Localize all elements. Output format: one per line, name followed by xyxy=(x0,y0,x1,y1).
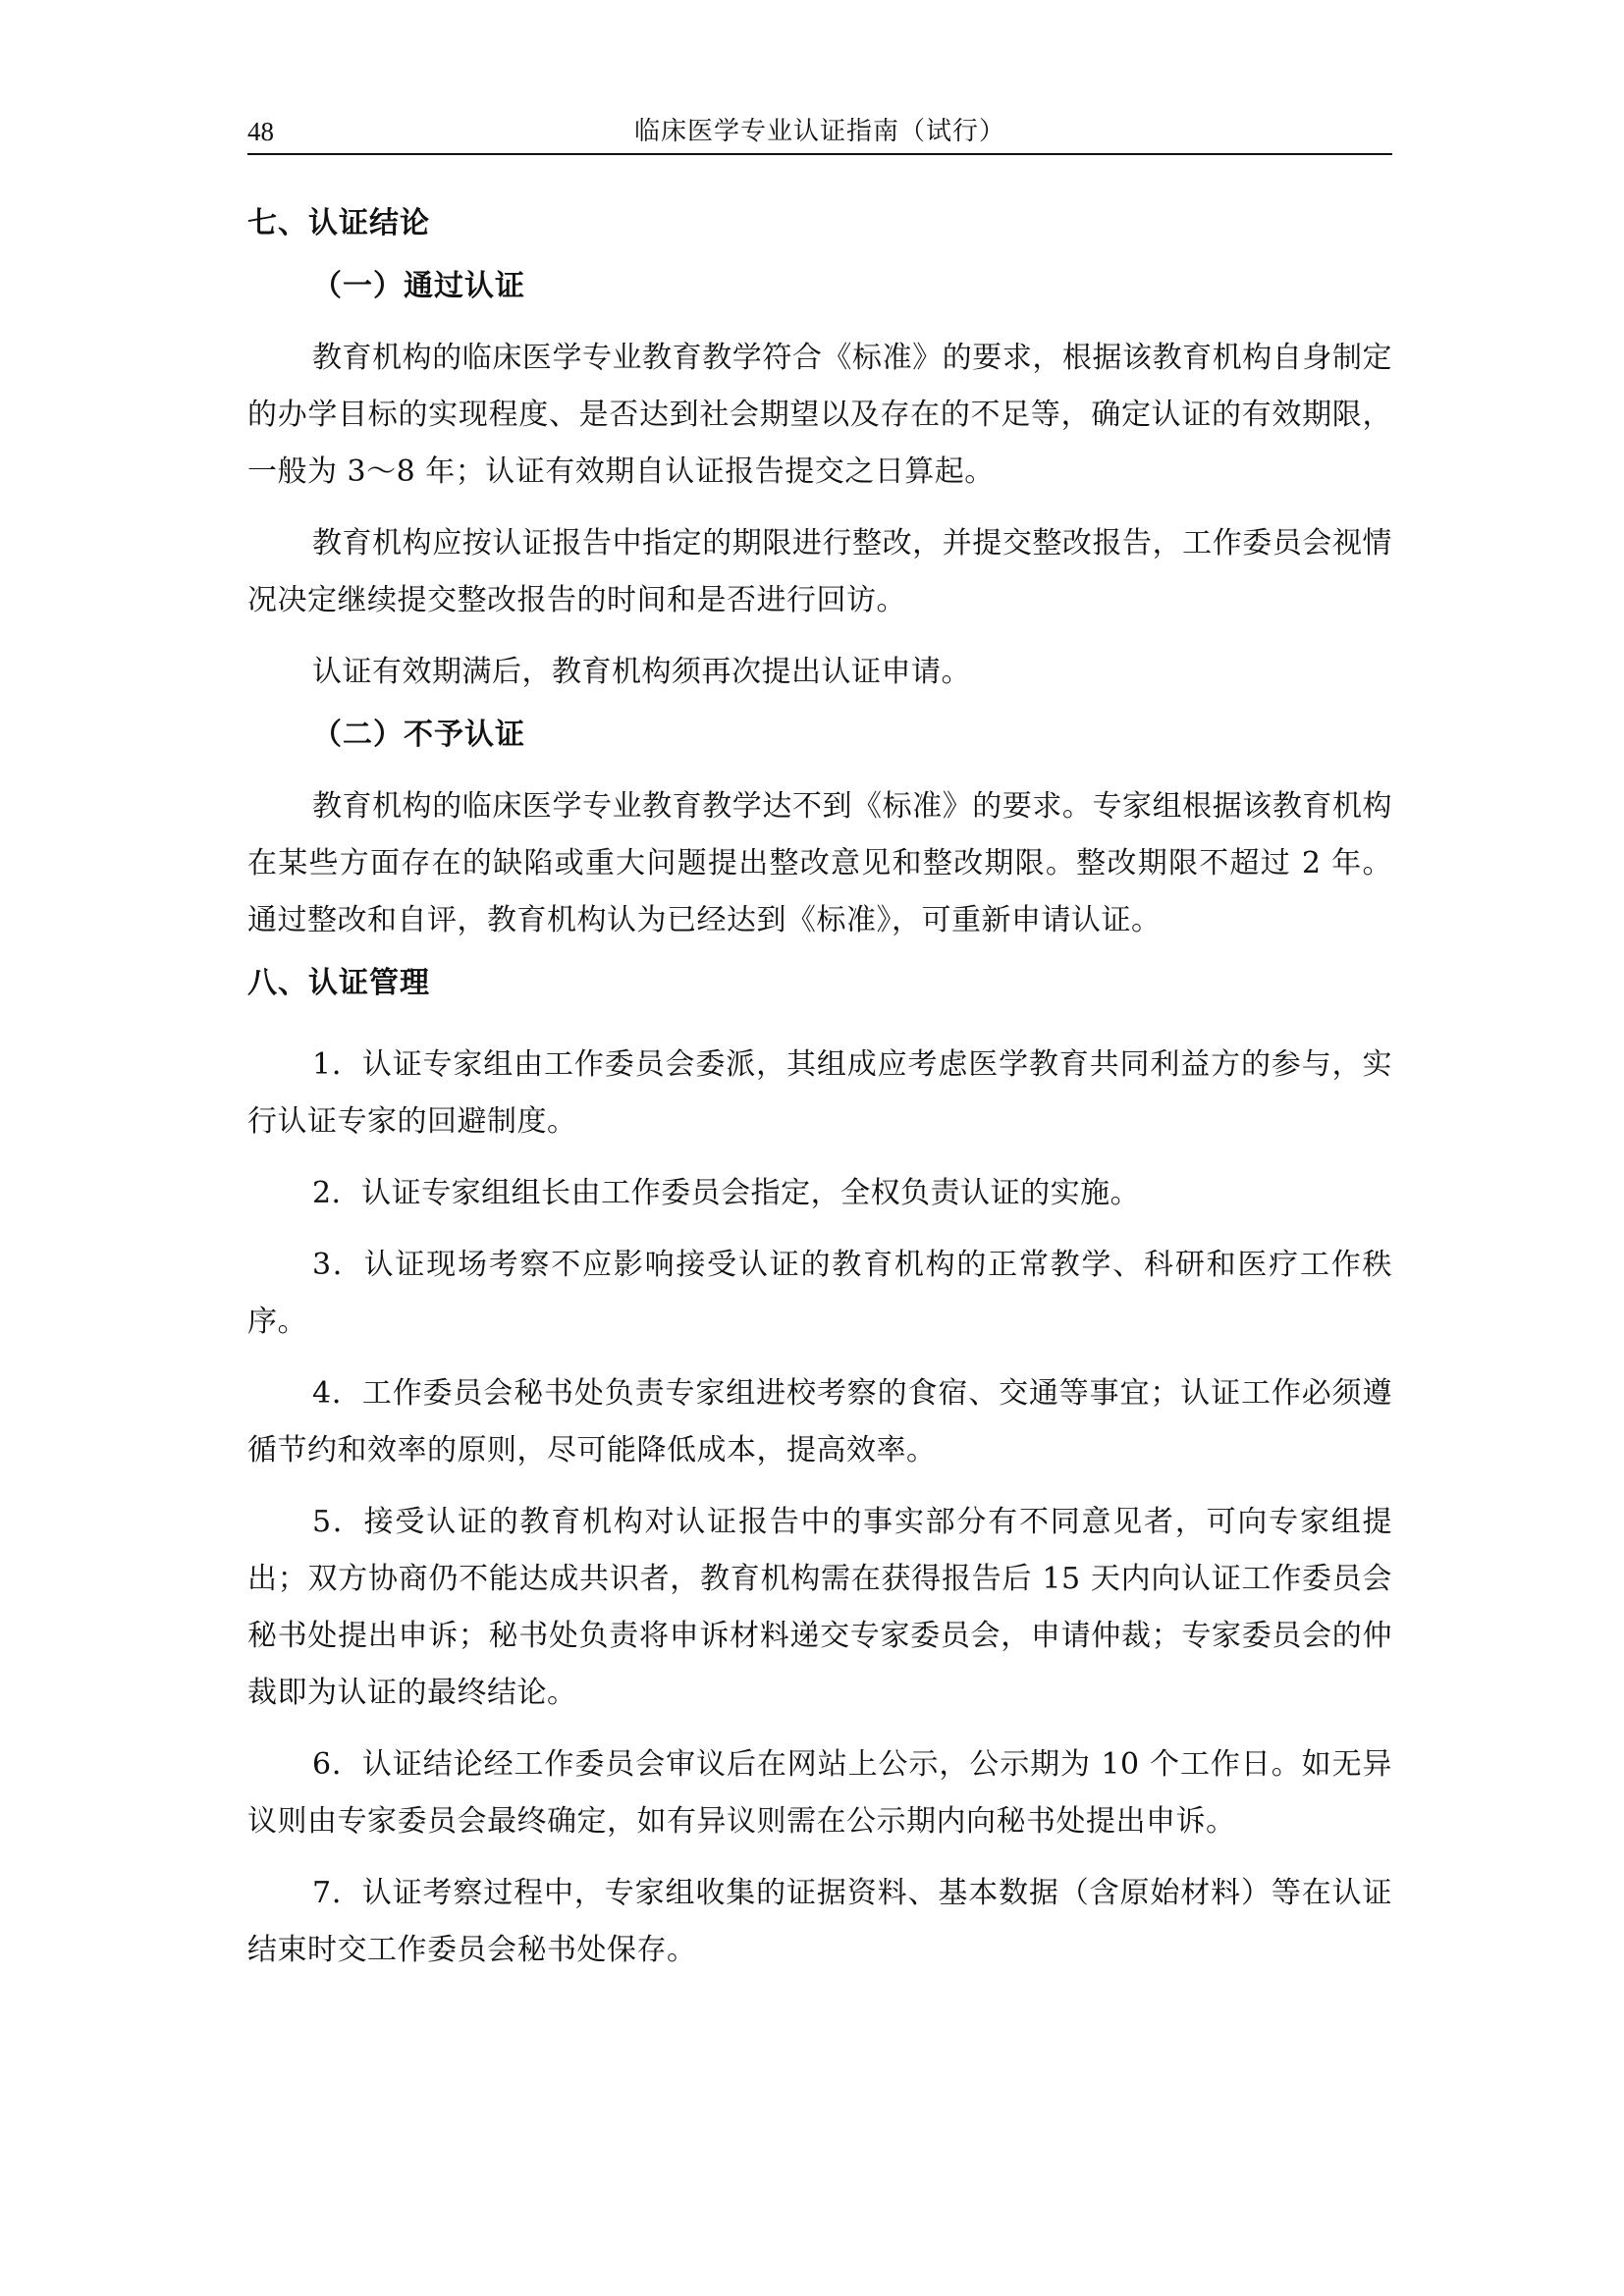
subsection-pass-heading: （一）通过认证 xyxy=(312,269,525,303)
subsection-fail-heading: （二）不予认证 xyxy=(312,718,525,752)
paragraph-pass-rectification: 教育机构应按认证报告中指定的期限进行整改，并提交整改报告，工作委员会视情况决定继续提交整改报告的时间和是否进行回访。 xyxy=(247,526,1392,617)
section-8-heading: 八、认证管理 xyxy=(247,966,430,1000)
management-item-4: 4．工作委员会秘书处负责专家组进校考察的食宿、交通等事宜；认证工作必须遵循节约和效率的原则，尽可能降低成本，提高效率。 xyxy=(247,1376,1392,1468)
management-item-7: 7．认证考察过程中，专家组收集的证据资料、基本数据（含原始材料）等在认证结束时交工作委员会秘书处保存。 xyxy=(247,1876,1392,1967)
management-item-3: 3．认证现场考察不应影响接受认证的教育机构的正常教学、科研和医疗工作秩序。 xyxy=(247,1248,1392,1339)
management-item-1: 1．认证专家组由工作委员会委派，其组成应考虑医学教育共同利益方的参与，实行认证专家的回避制度。 xyxy=(247,1047,1392,1139)
management-item-5: 5．接受认证的教育机构对认证报告中的事实部分有不同意见者，可向专家组提出；双方协商仍不能达成共识者，教育机构需在获得报告后 15 天内向认证工作委员会秘书处提出申诉；秘书处负责将申诉材料递交专家委员会，申请仲裁；专家委员会的仲裁即为认证的最终结论。 xyxy=(247,1505,1392,1710)
paragraph-pass-reapply: 认证有效期满后，教育机构须再次提出认证申请。 xyxy=(312,655,971,689)
running-title: 临床医学专业认证指南（试行） xyxy=(633,117,1005,146)
page-header xyxy=(247,110,1392,155)
management-item-6: 6．认证结论经工作委员会审议后在网站上公示，公示期为 10 个工作日。如无异议则由专家委员会最终确定，如有异议则需在公示期内向秘书处提出申诉。 xyxy=(247,1747,1392,1839)
paragraph-fail-description: 教育机构的临床医学专业教育教学达不到《标准》的要求。专家组根据该教育机构在某些方面存在的缺陷或重大问题提出整改意见和整改期限。整改期限不超过 2 年。通过整改和自评，教育机构认为已经达到《标准》，可重新申请认证。 xyxy=(247,789,1392,937)
section-7-heading: 七、认证结论 xyxy=(247,206,430,240)
management-item-2: 2．认证专家组组长由工作委员会指定，全权负责认证的实施。 xyxy=(312,1176,1141,1210)
page-number: 48 xyxy=(247,117,274,146)
page-body xyxy=(247,204,1392,1994)
paragraph-pass-validity: 教育机构的临床医学专业教育教学符合《标准》的要求，根据该教育机构自身制定的办学目标的实现程度、是否达到社会期望以及存在的不足等，确定认证的有效期限，一般为 3～8 年；认证有效期自认证报告提交之日算起。 xyxy=(247,341,1392,489)
